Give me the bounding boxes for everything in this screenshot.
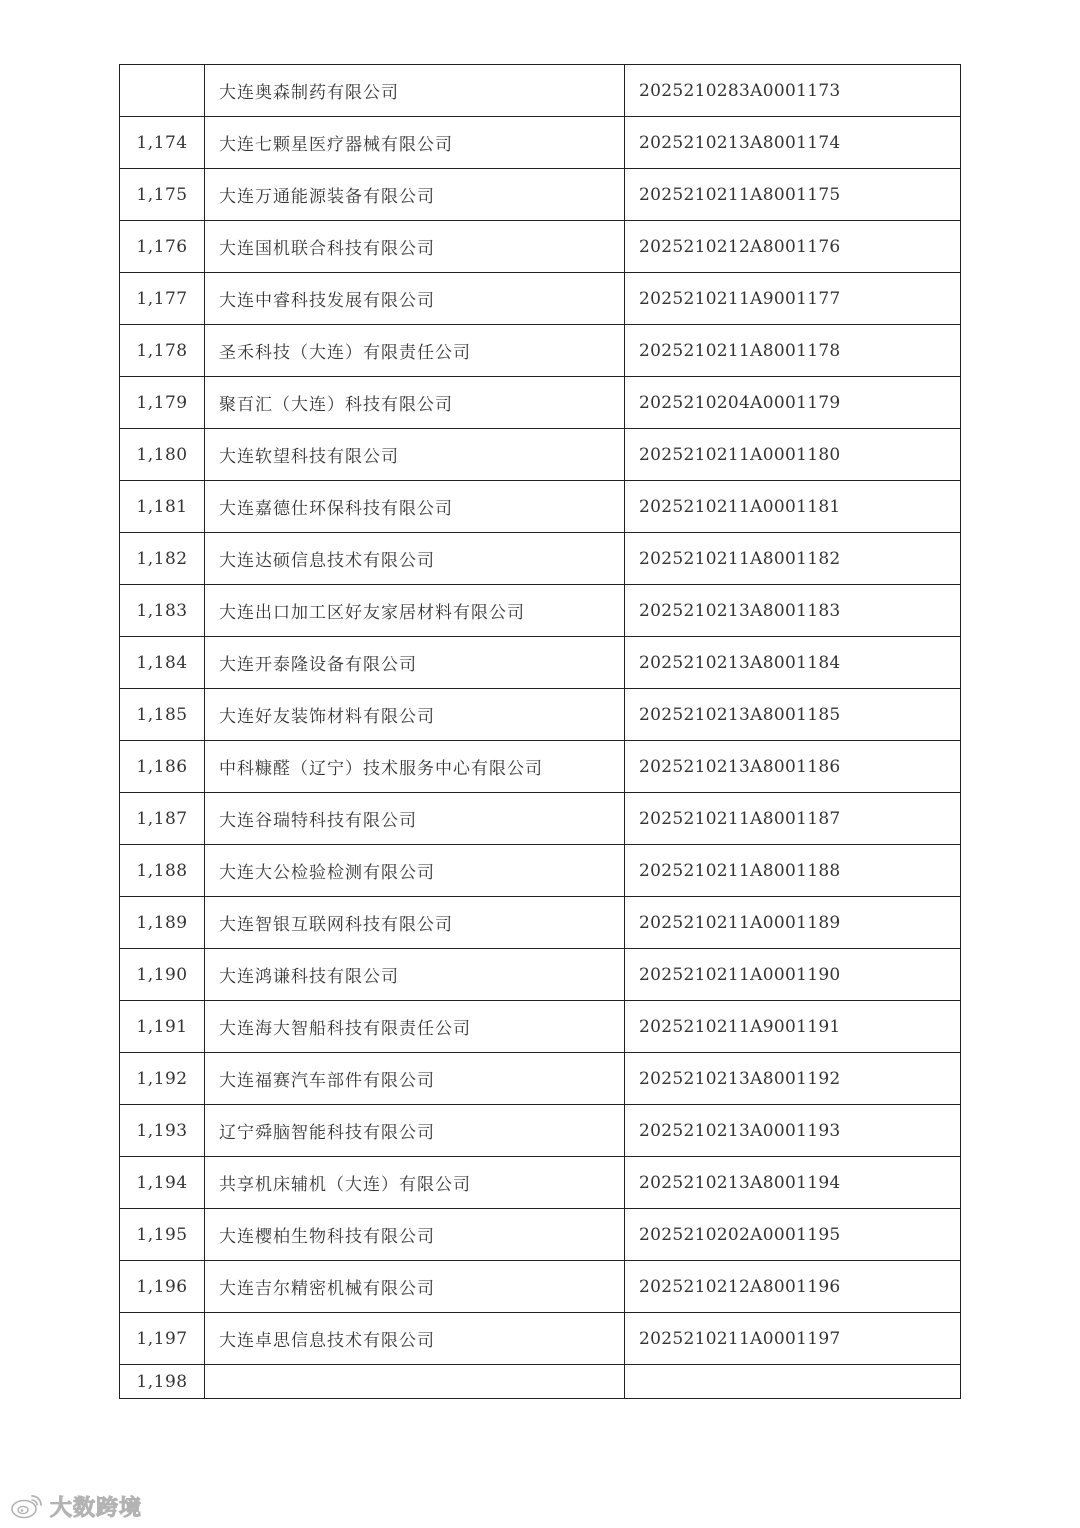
row-number: 1,182 xyxy=(120,533,205,585)
row-number: 1,189 xyxy=(120,897,205,949)
row-number: 1,198 xyxy=(120,1365,205,1399)
registration-code: 2025210211A0001190 xyxy=(625,949,961,1001)
company-name: 大连樱柏生物科技有限公司 xyxy=(205,1209,625,1261)
row-number: 1,195 xyxy=(120,1209,205,1261)
registration-code: 2025210213A8001184 xyxy=(625,637,961,689)
table-body xyxy=(120,65,961,1399)
registration-code: 2025210213A8001183 xyxy=(625,585,961,637)
row-number: 1,188 xyxy=(120,845,205,897)
company-name: 大连奥森制药有限公司 xyxy=(205,65,625,117)
table-row xyxy=(120,1053,961,1105)
company-name: 大连国机联合科技有限公司 xyxy=(205,221,625,273)
row-number: 1,180 xyxy=(120,429,205,481)
registration-code: 2025210213A8001194 xyxy=(625,1157,961,1209)
company-name: 大连鸿谦科技有限公司 xyxy=(205,949,625,1001)
table-row xyxy=(120,1365,961,1399)
row-number: 1,174 xyxy=(120,117,205,169)
row-number: 1,175 xyxy=(120,169,205,221)
row-number: 1,192 xyxy=(120,1053,205,1105)
row-number: 1,185 xyxy=(120,689,205,741)
watermark-text: 大数跨境 xyxy=(50,1495,143,1521)
table-row xyxy=(120,221,961,273)
registration-code: 2025210211A0001180 xyxy=(625,429,961,481)
row-number: 1,194 xyxy=(120,1157,205,1209)
registration-code xyxy=(625,1365,961,1399)
registration-code: 2025210211A0001189 xyxy=(625,897,961,949)
company-name: 大连福赛汽车部件有限公司 xyxy=(205,1053,625,1105)
registration-code: 2025210211A9001191 xyxy=(625,1001,961,1053)
registration-code: 2025210212A8001176 xyxy=(625,221,961,273)
company-name: 大连吉尔精密机械有限公司 xyxy=(205,1261,625,1313)
company-name: 大连智银互联网科技有限公司 xyxy=(205,897,625,949)
table-row xyxy=(120,533,961,585)
row-number: 1,190 xyxy=(120,949,205,1001)
table-row xyxy=(120,1261,961,1313)
registration-code: 2025210213A0001193 xyxy=(625,1105,961,1157)
company-list-table xyxy=(119,64,961,1399)
row-number: 1,176 xyxy=(120,221,205,273)
row-number: 1,193 xyxy=(120,1105,205,1157)
watermark xyxy=(10,1491,142,1521)
company-name: 大连海大智船科技有限责任公司 xyxy=(205,1001,625,1053)
registration-code: 2025210211A8001188 xyxy=(625,845,961,897)
table-row xyxy=(120,481,961,533)
table-row xyxy=(120,741,961,793)
table-row xyxy=(120,429,961,481)
weibo-logo-icon xyxy=(10,1493,44,1519)
table-row xyxy=(120,793,961,845)
registration-code: 2025210213A8001174 xyxy=(625,117,961,169)
company-name: 大连中睿科技发展有限公司 xyxy=(205,273,625,325)
company-name: 大连谷瑞特科技有限公司 xyxy=(205,793,625,845)
table-row xyxy=(120,377,961,429)
company-name: 大连好友装饰材料有限公司 xyxy=(205,689,625,741)
row-number: 1,178 xyxy=(120,325,205,377)
registration-code: 2025210204A0001179 xyxy=(625,377,961,429)
company-name xyxy=(205,1365,625,1399)
table-row xyxy=(120,1209,961,1261)
row-number: 1,197 xyxy=(120,1313,205,1365)
company-name: 聚百汇（大连）科技有限公司 xyxy=(205,377,625,429)
table-row xyxy=(120,897,961,949)
registration-code: 2025210213A8001192 xyxy=(625,1053,961,1105)
table-row xyxy=(120,845,961,897)
registration-code: 2025210212A8001196 xyxy=(625,1261,961,1313)
table-row xyxy=(120,637,961,689)
row-number: 1,179 xyxy=(120,377,205,429)
table-row xyxy=(120,65,961,117)
row-number xyxy=(120,65,205,117)
company-name: 大连达硕信息技术有限公司 xyxy=(205,533,625,585)
company-name: 大连开泰隆设备有限公司 xyxy=(205,637,625,689)
row-number: 1,177 xyxy=(120,273,205,325)
table-row xyxy=(120,949,961,1001)
table-row xyxy=(120,273,961,325)
registration-code: 2025210211A0001181 xyxy=(625,481,961,533)
company-name: 共享机床辅机（大连）有限公司 xyxy=(205,1157,625,1209)
company-name: 大连万通能源装备有限公司 xyxy=(205,169,625,221)
table-row xyxy=(120,325,961,377)
table-row xyxy=(120,1001,961,1053)
company-name: 大连卓思信息技术有限公司 xyxy=(205,1313,625,1365)
registration-code: 2025210211A8001175 xyxy=(625,169,961,221)
table-row xyxy=(120,1313,961,1365)
table-row xyxy=(120,585,961,637)
row-number: 1,187 xyxy=(120,793,205,845)
company-name: 辽宁舜脑智能科技有限公司 xyxy=(205,1105,625,1157)
company-name: 大连软望科技有限公司 xyxy=(205,429,625,481)
row-number: 1,186 xyxy=(120,741,205,793)
registration-code: 2025210213A8001186 xyxy=(625,741,961,793)
registration-code: 2025210202A0001195 xyxy=(625,1209,961,1261)
row-number: 1,184 xyxy=(120,637,205,689)
registration-code: 2025210211A8001178 xyxy=(625,325,961,377)
company-name: 大连大公检验检测有限公司 xyxy=(205,845,625,897)
row-number: 1,196 xyxy=(120,1261,205,1313)
row-number: 1,181 xyxy=(120,481,205,533)
registration-code: 2025210211A8001182 xyxy=(625,533,961,585)
company-name: 大连七颗星医疗器械有限公司 xyxy=(205,117,625,169)
company-name: 大连出口加工区好友家居材料有限公司 xyxy=(205,585,625,637)
registration-code: 2025210213A8001185 xyxy=(625,689,961,741)
row-number: 1,191 xyxy=(120,1001,205,1053)
table-row xyxy=(120,1157,961,1209)
table-row xyxy=(120,169,961,221)
table-row xyxy=(120,1105,961,1157)
company-name: 大连嘉德仕环保科技有限公司 xyxy=(205,481,625,533)
registration-code: 2025210211A0001197 xyxy=(625,1313,961,1365)
company-name: 圣禾科技（大连）有限责任公司 xyxy=(205,325,625,377)
table-row xyxy=(120,689,961,741)
table-row xyxy=(120,117,961,169)
registration-code: 2025210211A8001187 xyxy=(625,793,961,845)
registration-code: 2025210211A9001177 xyxy=(625,273,961,325)
company-name: 中科糠醛（辽宁）技术服务中心有限公司 xyxy=(205,741,625,793)
registration-code: 2025210283A0001173 xyxy=(625,65,961,117)
row-number: 1,183 xyxy=(120,585,205,637)
